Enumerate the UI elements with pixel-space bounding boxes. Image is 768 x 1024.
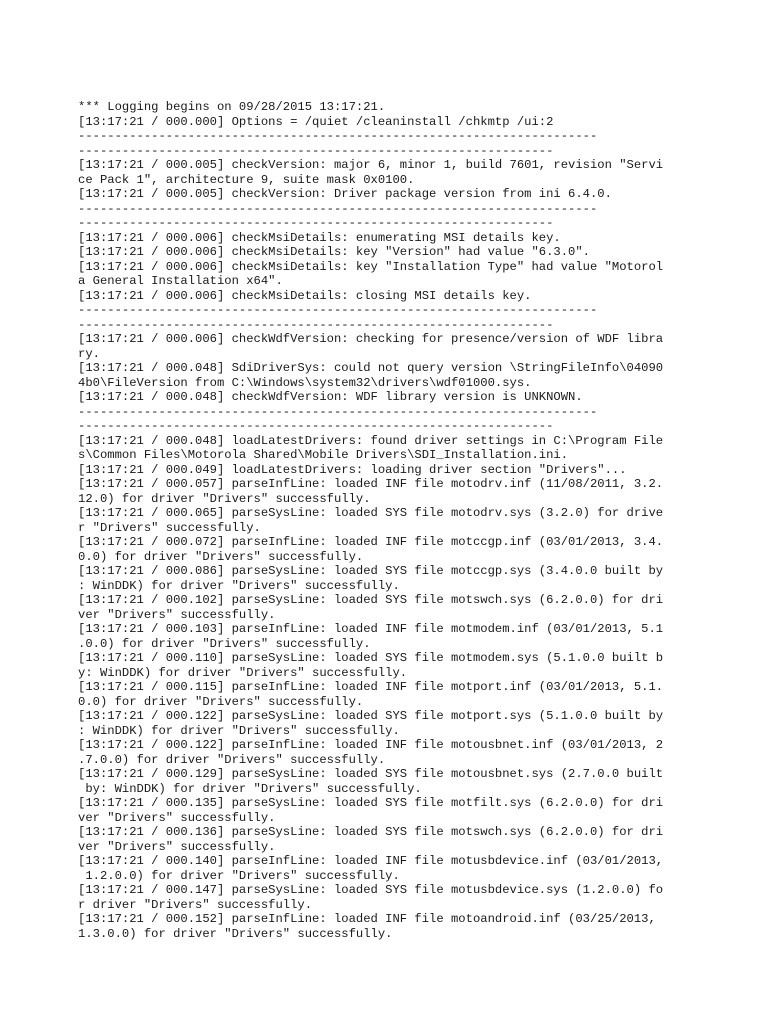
log-line: [13:17:21 / 000.136] parseSysLine: loaded SYS file motswch.sys (6.2.0.0) for dri — [78, 825, 664, 839]
log-line: .0.0) for driver "Drivers" successfully. — [78, 636, 371, 651]
log-line: ce Pack 1", architecture 9, suite mask 0x0100. — [78, 172, 415, 187]
log-line: [13:17:21 / 000.005] checkVersion: Driver package version from ini 6.4.0. — [78, 187, 612, 201]
log-line: [13:17:21 / 000.115] parseInfLine: loaded INF file motport.inf (03/01/2013, 5.1. — [78, 680, 664, 694]
log-line: s\Common Files\Motorola Shared\Mobile Drivers\SDI_Installation.ini. — [78, 448, 569, 462]
log-line: 0.0) for driver "Drivers" successfully. — [78, 549, 364, 564]
log-line: [13:17:21 / 000.072] parseInfLine: loaded INF file motccgp.inf (03/01/2013, 3.4. — [78, 535, 664, 549]
log-line: 1.2.0.0) for driver "Drivers" successfully. — [78, 868, 400, 883]
log-line: [13:17:21 / 000.057] parseInfLine: loaded INF file motodrv.inf (11/08/2011, 3.2. — [78, 477, 664, 491]
log-line: y: WinDDK) for driver "Drivers" successfully. — [78, 665, 408, 680]
log-line: [13:17:21 / 000.065] parseSysLine: loaded SYS file motodrv.sys (3.2.0) for drive — [78, 506, 664, 520]
log-line: [13:17:21 / 000.006] checkMsiDetails: closing MSI details key. — [78, 288, 532, 303]
log-line: ver "Drivers" successfully. — [78, 607, 276, 622]
log-line: [13:17:21 / 000.110] parseSysLine: loaded SYS file motmodem.sys (5.1.0.0 built b — [78, 651, 664, 665]
separator-line: ----------------------------------------------------------------- — [78, 317, 554, 332]
separator-line: ----------------------------------------------------------------------- — [78, 201, 598, 216]
log-line: [13:17:21 / 000.122] parseInfLine: loaded INF file motousbnet.inf (03/01/2013, 2 — [78, 738, 664, 752]
log-document — [78, 100, 698, 941]
log-line: 12.0) for driver "Drivers" successfully. — [78, 491, 371, 506]
separator-line: ----------------------------------------------------------------- — [78, 419, 554, 433]
separator-line: ----------------------------------------------------------------- — [78, 216, 554, 230]
log-line: [13:17:21 / 000.006] checkWdfVersion: checking for presence/version of WDF libra — [78, 332, 664, 346]
log-line: [13:17:21 / 000.000] Options = /quiet /cleaninstall /chkmtp /ui:2 — [78, 114, 554, 129]
log-line: 4b0\FileVersion from C:\Windows\system32\drivers\wdf01000.sys. — [78, 375, 532, 390]
log-line: [13:17:21 / 000.005] checkVersion: major 6, minor 1, build 7601, revision "Servi — [78, 158, 664, 172]
log-line: [13:17:21 / 000.152] parseInfLine: loaded INF file motoandroid.inf (03/25/2013, — [78, 912, 656, 926]
log-line: [13:17:21 / 000.147] parseSysLine: loaded SYS file motusbdevice.sys (1.2.0.0) fo — [78, 883, 664, 897]
log-line: [13:17:21 / 000.048] checkWdfVersion: WDF library version is UNKNOWN. — [78, 390, 583, 404]
log-line: r driver "Drivers" successfully. — [78, 897, 313, 912]
separator-line: ----------------------------------------------------------------------- — [78, 129, 598, 143]
separator-line: ----------------------------------------------------------------------- — [78, 404, 598, 419]
log-line: [13:17:21 / 000.006] checkMsiDetails: enumerating MSI details key. — [78, 230, 561, 245]
log-line: [13:17:21 / 000.049] loadLatestDrivers: loading driver section "Drivers"... — [78, 462, 627, 477]
log-line: ry. — [78, 346, 100, 361]
log-line: [13:17:21 / 000.048] loadLatestDrivers: found driver settings in C:\Program File — [78, 433, 664, 448]
log-line: [13:17:21 / 000.122] parseSysLine: loaded SYS file motport.sys (5.1.0.0 built by — [78, 709, 664, 723]
log-line: ver "Drivers" successfully. — [78, 839, 276, 854]
log-line: ver "Drivers" successfully. — [78, 810, 276, 825]
log-line: [13:17:21 / 000.006] checkMsiDetails: key "Installation Type" had value "Motorol — [78, 259, 664, 274]
log-line: [13:17:21 / 000.129] parseSysLine: loaded SYS file motousbnet.sys (2.7.0.0 built — [78, 767, 664, 781]
log-line: : WinDDK) for driver "Drivers" successfully. — [78, 723, 400, 738]
separator-line: ----------------------------------------------------------------- — [78, 143, 554, 158]
log-line: by: WinDDK) for driver "Drivers" successfully. — [78, 781, 422, 796]
log-line: [13:17:21 / 000.006] checkMsiDetails: key "Version" had value "6.3.0". — [78, 245, 590, 259]
separator-line: ----------------------------------------------------------------------- — [78, 303, 598, 317]
log-line: 0.0) for driver "Drivers" successfully. — [78, 694, 364, 709]
log-line: 1.3.0.0) for driver "Drivers" successfully. — [78, 926, 393, 941]
log-line: [13:17:21 / 000.103] parseInfLine: loaded INF file motmodem.inf (03/01/2013, 5.1 — [78, 622, 664, 636]
log-line: [13:17:21 / 000.102] parseSysLine: loaded SYS file motswch.sys (6.2.0.0) for dri — [78, 593, 664, 607]
log-line: [13:17:21 / 000.140] parseInfLine: loaded INF file motusbdevice.inf (03/01/2013, — [78, 854, 664, 868]
log-line: [13:17:21 / 000.048] SdiDriverSys: could not query version \StringFileInfo\04090 — [78, 361, 664, 375]
log-line: r "Drivers" successfully. — [78, 520, 261, 535]
log-line: a General Installation x64". — [78, 274, 283, 288]
log-line: .7.0.0) for driver "Drivers" successfully. — [78, 752, 386, 767]
log-line: [13:17:21 / 000.135] parseSysLine: loaded SYS file motfilt.sys (6.2.0.0) for dri — [78, 796, 664, 810]
log-line: : WinDDK) for driver "Drivers" successfully. — [78, 578, 400, 593]
log-line: *** Logging begins on 09/28/2015 13:17:21. — [78, 100, 386, 114]
log-line: [13:17:21 / 000.086] parseSysLine: loaded SYS file motccgp.sys (3.4.0.0 built by — [78, 564, 664, 578]
